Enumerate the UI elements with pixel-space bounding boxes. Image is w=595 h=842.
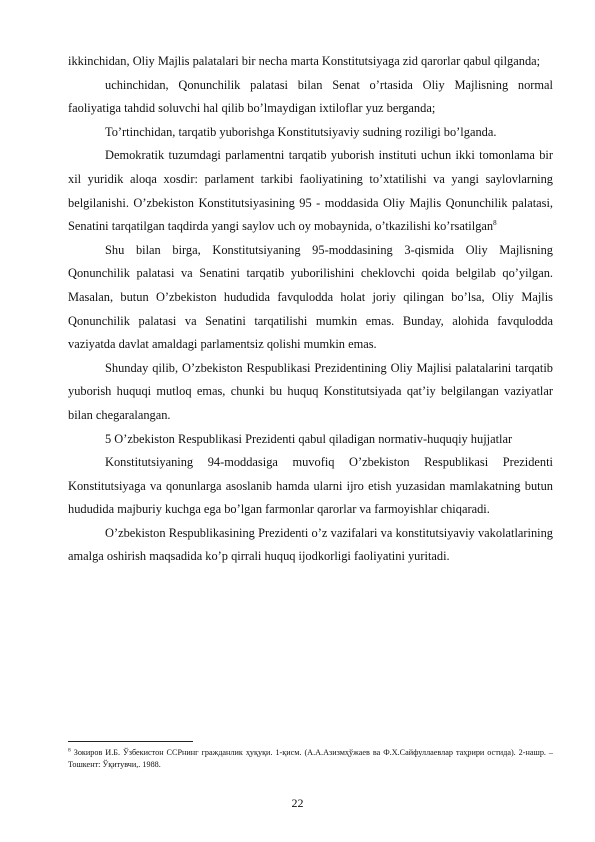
page-body: [68, 50, 553, 569]
footnote-marker: 8: [68, 747, 71, 754]
paragraph: Shunday qilib, O’zbekiston Respublikasi Prezidentining Oliy Majlisi palatalarini tarqatib yuborish huquqi mutloq emas, chunki bu huquq Konstitutsiyada qat’iy belgilangan vaziyatlar bilan chegaralangan.: [68, 360, 553, 422]
paragraph: uchinchidan, Qonunchilik palatasi bilan Senat o’rtasida Oliy Majlisning normal faoliyatiga tahdid soluvchi hal qilib bo’lmaydigan ixtiloflar yuz berganda;: [68, 77, 553, 116]
paragraph: To’rtinchidan, tarqatib yuborishga Konstitutsiyaviy sudning roziligi bo’lganda.: [105, 124, 497, 139]
paragraph-text: Demokratik tuzumdagi parlamentni tarqatib yuborish instituti uchun ikki tomonlama bir xil yuridik aloqa xosdir: parlament tarkibi faoliyatining to’xtatilishi va yangi saylovlarning belgilanishi. O’zbekiston Konstitutsiyasining 95 - moddasida Oliy Majlis Qonunchilik palatasi, Senatini tarqatilgan taqdirda yangi saylov uch oy mobaynida, o’tkazilishi ko’rsatilgan: [68, 148, 553, 234]
page-number: 22: [291, 796, 304, 810]
paragraph-with-footnote: [68, 144, 553, 238]
footnote-divider: [68, 741, 193, 742]
footnote-text: Зокиров И.Б. Ўзбекистон ССРнинг граждaнлик ҳуқуқи. 1-қисм. (А.А.Азизмҳўжаев ва Ф.Х.Сайфуллаевлар таҳрири остида). 2-нашр. – Тошкент: Ўқитувчи,. 1988.: [68, 748, 554, 769]
paragraph-continued: ikkinchidan, Oliy Majlis palatalari bir necha marta Konstitutsiyaga zid qarorlar qabul qilganda;: [68, 54, 541, 68]
paragraph: Shu bilan birga, Konstitutsiyaning 95-moddasining 3-qismida Oliy Majlisning Qonunchilik palatasi va Senatini tarqatib yuborilishini cheklovchi qoida belgilab qo’yilgan. Masalan, butun O’zbekiston hududida favqulodda holat joriy qilingan bo’lsa, Oliy Majlis Qonunchilik palatasi va Senatini tarqatilishi mumkin emas. Bunday, alohida favqulodda vaziyatda davlat amaldagi parlamentsiz qolishi mumkin emas.: [68, 242, 553, 352]
footnote-reference[interactable]: 8: [493, 219, 497, 228]
paragraph: Konstitutsiyaning 94-moddasiga muvofiq O’zbekiston Respublikasi Prezidenti Konstitutsiyaga va qonunlarga asoslanib hamda ularni ijro etish yuzasidan mamlakatning butun hududida majburiy kuchga ega bo’lgan farmonlar qarorlar va farmoyishlar chiqaradi.: [68, 455, 553, 517]
footnote: [68, 747, 553, 770]
paragraph: O’zbekiston Respublikasining Prezidenti o’z vazifalari va konstitutsiyaviy vakolatlarining amalga oshirish maqsadida ko’p qirrali huquq ijodkorligi faoliyatini yuritadi.: [68, 525, 553, 564]
section-heading: 5 O’zbekiston Respublikasi Prezidenti qabul qiladigan normativ-huquqiy hujjatlar: [105, 431, 513, 446]
